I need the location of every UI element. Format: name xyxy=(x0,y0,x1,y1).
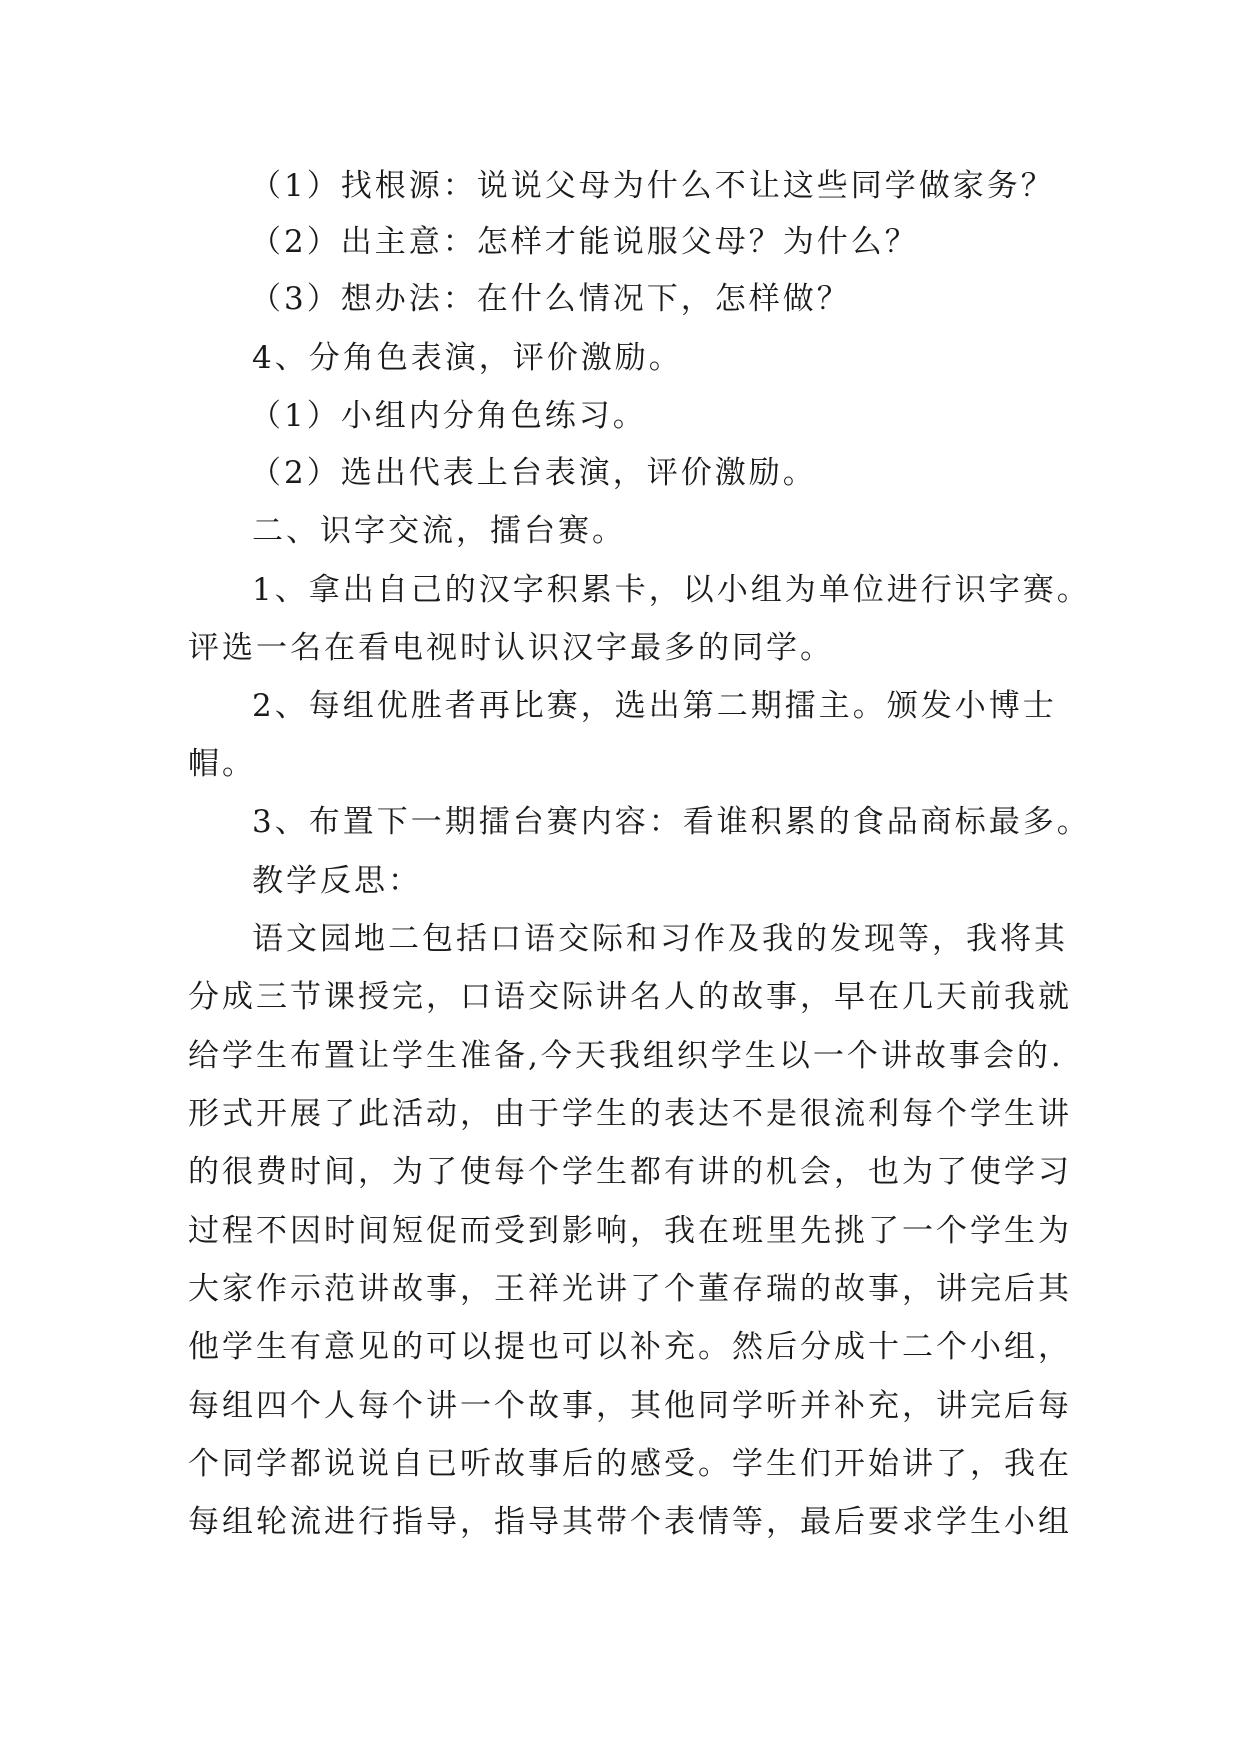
text-line: （2）出主意：怎样才能说服父母？为什么？ xyxy=(250,224,919,260)
text-line: 分成三节课授完，口语交际讲名人的故事，早在几天前我就 xyxy=(188,979,1072,1015)
section-heading: 二、识字交流，擂台赛。 xyxy=(252,513,626,549)
text-line: （2）选出代表上台表演，评价激励。 xyxy=(250,455,817,491)
text-line: 大家作示范讲故事，王祥光讲了个董存瑞的故事，讲完后其 xyxy=(188,1271,1072,1307)
text-line: （1）小组内分角色练习。 xyxy=(250,398,647,434)
text-line: 形式开展了此活动，由于学生的表达不是很流利每个学生讲 xyxy=(188,1096,1072,1132)
text-line: 2、每组优胜者再比赛，选出第二期擂主。颁发小博士 xyxy=(252,688,1057,724)
text-line: （3）想办法：在什么情况下，怎样做？ xyxy=(250,281,851,317)
text-line: （1）找根源：说说父母为什么不让这些同学做家务？ xyxy=(250,168,1055,204)
text-line: 4、分角色表演，评价激励。 xyxy=(252,340,683,376)
text-line: 帽。 xyxy=(188,746,256,782)
text-line: 每组轮流进行指导，指导其带个表情等，最后要求学生小组 xyxy=(188,1504,1072,1540)
text-line: 给学生布置让学生准备,今天我组织学生以一个讲故事会的. xyxy=(188,1038,1064,1074)
text-line: 每组四个人每个讲一个故事，其他同学听并补充，讲完后每 xyxy=(188,1388,1072,1424)
text-line: 的很费时间，为了使每个学生都有讲的机会，也为了使学习 xyxy=(188,1154,1072,1190)
text-line: 他学生有意见的可以提也可以补充。然后分成十二个小组， xyxy=(188,1329,1072,1365)
text-line: 3、布置下一期擂台赛内容：看谁积累的食品商标最多。 xyxy=(252,804,1091,840)
text-line: 过程不因时间短促而受到影响，我在班里先挑了一个学生为 xyxy=(188,1213,1072,1249)
text-line: 评选一名在看电视时认识汉字最多的同学。 xyxy=(188,630,834,666)
section-heading: 教学反思： xyxy=(252,863,422,899)
text-line: 1、拿出自己的汉字积累卡，以小组为单位进行识字赛。 xyxy=(252,572,1091,608)
text-line: 个同学都说说自已听故事后的感受。学生们开始讲了，我在 xyxy=(188,1446,1072,1482)
text-line: 语文园地二包括口语交际和习作及我的发现等，我将其 xyxy=(252,921,1068,957)
